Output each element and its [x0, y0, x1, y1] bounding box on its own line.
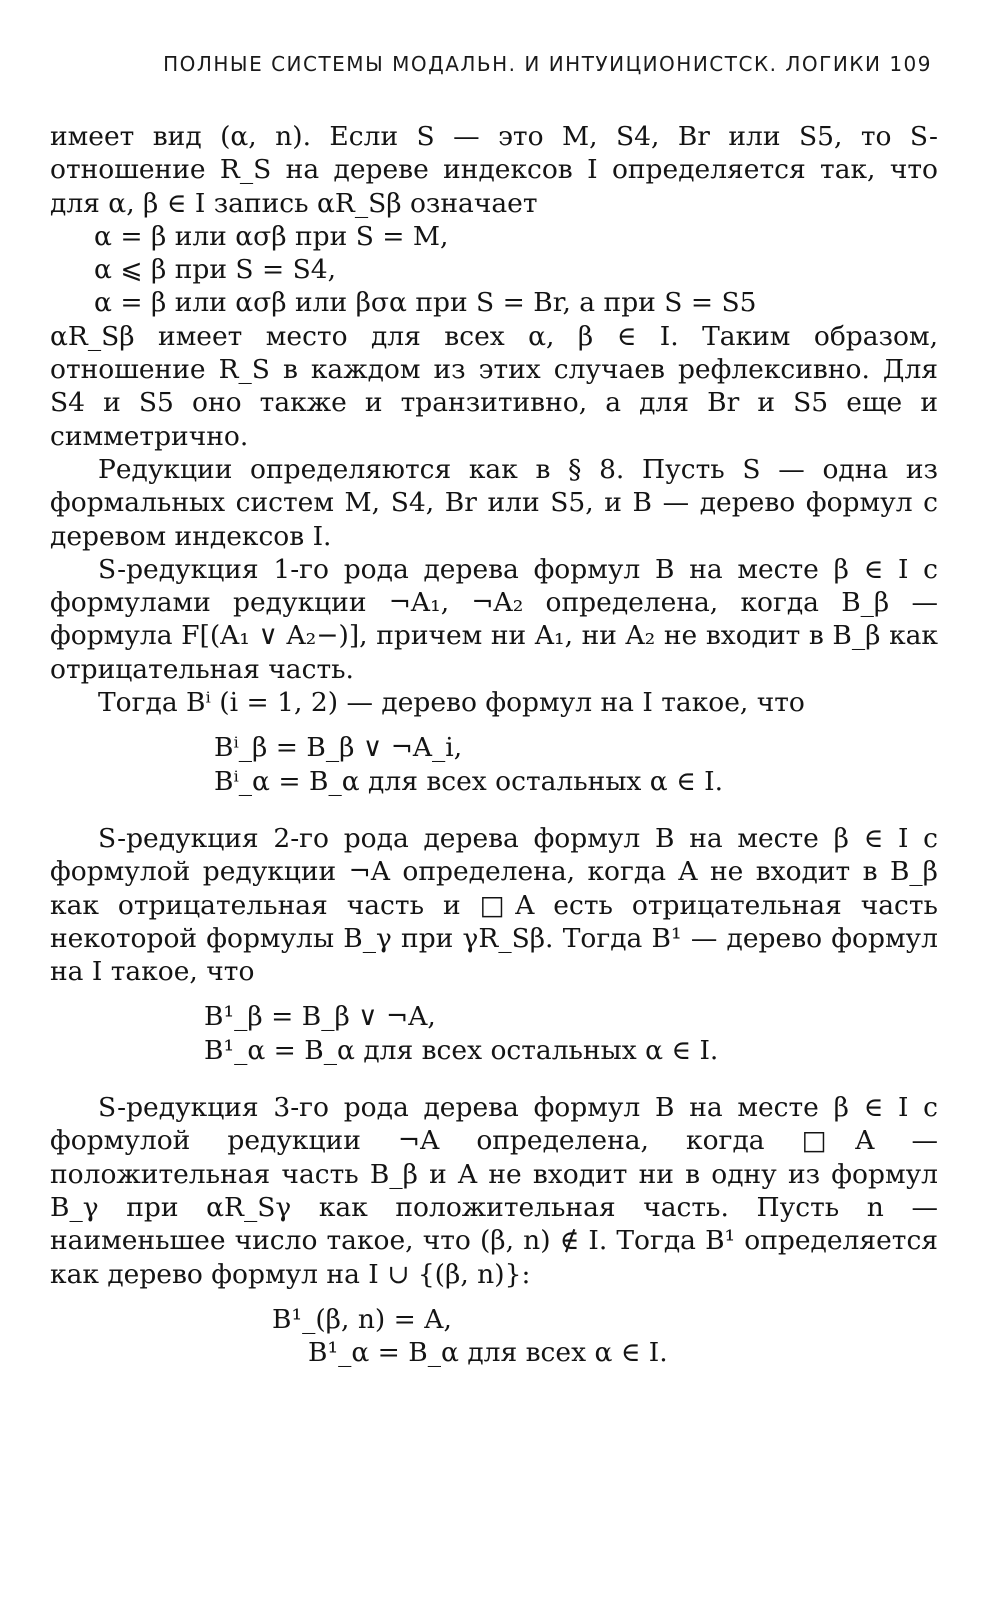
- case-line-3: α = β или ασβ или βσα при S = Br, а при S = S5: [94, 287, 757, 319]
- formula-2a: B¹_β = B_β ∨ ¬A,: [204, 1001, 436, 1033]
- formula-1b: Bⁱ_α = B_α для всех остальных α ∈ I.: [214, 765, 724, 797]
- paragraph-1: имеет вид (α, n). Если S — это M, S4, Br или S5, то S-отношение R_S на дереве индексов I определяется так, что для α, β ∈ I запись αR_Sβ означает: [50, 121, 938, 219]
- page: [50, 52, 938, 1375]
- paragraph-7: S-редукция 3-го рода дерева формул B на месте β ∈ I с формулой редукции ¬A определена, когда □A — положительная часть B_β и A не входит ни в одну из формул B_γ при αR_Sγ как положительная часть. Пусть n — наименьшее число такое, что (β, n) ∉ I. Тогда B¹ определяется как дерево формул на I ∪ {(β, n)}:: [50, 1092, 938, 1290]
- formula-3a: B¹_(β, n) = A,: [272, 1303, 452, 1335]
- paragraph-5: Тогда Bⁱ (i = 1, 2) — дерево формул на I такое, что: [98, 687, 805, 719]
- formula-block-2: [50, 1000, 938, 1067]
- formula-2b: B¹_α = B_α для всех остальных α ∈ I.: [204, 1034, 719, 1066]
- formula-block-3: [50, 1303, 938, 1370]
- formula-3b: B¹_α = B_α для всех α ∈ I.: [308, 1337, 668, 1369]
- case-line-1: α = β или ασβ при S = M,: [94, 220, 449, 252]
- paragraph-3: Редукции определяются как в § 8. Пусть S — одна из формальных систем M, S4, Br или S5, и B — дерево формул с деревом индексов I.: [50, 453, 938, 552]
- case-line-2: α ⩽ β при S = S4,: [94, 254, 337, 286]
- paragraph-2: αR_Sβ имеет место для всех α, β ∈ I. Таким образом, отношение R_S в каждом из этих случаев рефлексивно. Для S4 и S5 оно также и транзитивно, а для Br и S5 еще и симметрично.: [50, 320, 938, 452]
- formula-1a: Bⁱ_β = B_β ∨ ¬A_i,: [214, 732, 463, 764]
- paragraph-6: S-редукция 2-го рода дерева формул B на месте β ∈ I с формулой редукции ¬A определена, когда A не входит в B_β как отрицательная часть и □A есть отрицательная часть некоторой формулы B_γ при γR_Sβ. Тогда B¹ — дерево формул на I такое, что: [50, 822, 938, 988]
- paragraph-4: S-редукция 1-го рода дерева формул B на месте β ∈ I с формулами редукции ¬A₁, ¬A₂ определена, когда B_β — формула F[(A₁ ∨ A₂−)], причем ни A₁, ни A₂ не входит в B_β как отрицательная часть.: [50, 553, 938, 685]
- formula-block-1: [50, 731, 938, 798]
- running-head: ПОЛНЫЕ СИСТЕМЫ МОДАЛЬН. И ИНТУИЦИОНИСТСК. ЛОГИКИ 109: [163, 52, 932, 76]
- body-text: [50, 120, 938, 1369]
